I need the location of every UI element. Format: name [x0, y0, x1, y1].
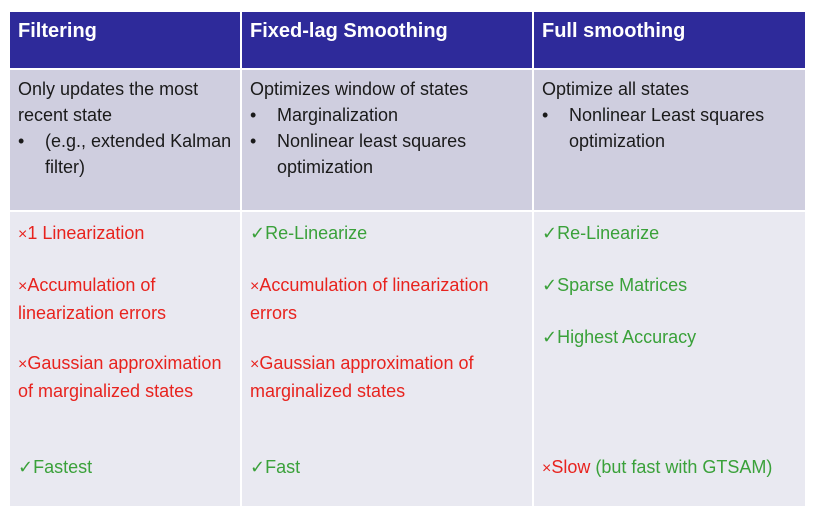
bullet-item — [250, 102, 524, 128]
desc-text: Only updates the most recent state — [18, 79, 199, 125]
item-text: Accumulation of linearization errors — [250, 275, 489, 323]
tradeoffs-row — [10, 212, 805, 506]
desc-fixed-lag — [242, 70, 534, 212]
item-text: Fast — [265, 457, 301, 477]
header-filtering: Filtering — [10, 12, 242, 70]
item-text: Highest Accuracy — [557, 327, 697, 347]
cross-icon: × — [250, 356, 260, 373]
desc-text: Optimize all states — [542, 79, 690, 99]
desc-text: Optimizes window of states — [250, 79, 469, 99]
desc-bullets — [542, 102, 797, 154]
item-text: Slow — [551, 457, 591, 477]
bullet-text: Nonlinear least squares optimization — [277, 131, 467, 177]
pro-item — [18, 454, 234, 480]
description-row — [10, 70, 805, 212]
con-item — [250, 350, 526, 404]
bullet-text: Nonlinear Least squares optimization — [569, 105, 765, 151]
pro-item — [542, 272, 799, 298]
pro-item — [542, 324, 799, 350]
mixed-item — [542, 454, 799, 482]
desc-full-smoothing — [534, 70, 805, 212]
comparison-table — [10, 12, 805, 508]
tradeoffs-filtering — [10, 212, 242, 506]
check-icon: ✓ — [542, 223, 558, 243]
con-item — [18, 220, 234, 248]
cross-icon: × — [18, 226, 28, 243]
bullet-icon: • — [542, 105, 549, 125]
pro-item — [250, 454, 526, 480]
desc-bullets — [18, 128, 232, 180]
pro-item — [542, 220, 799, 246]
tradeoffs-fixed-lag — [242, 212, 534, 506]
cross-icon: × — [18, 278, 28, 295]
item-text: Gaussian approximation of marginalized states — [250, 353, 474, 401]
item-text: Sparse Matrices — [557, 275, 688, 295]
item-note: (but fast with GTSAM) — [595, 457, 773, 477]
header-row — [10, 12, 805, 70]
cross-icon: × — [250, 278, 260, 295]
bullet-text: Marginalization — [277, 105, 399, 125]
con-item — [18, 350, 234, 404]
con-item — [250, 272, 526, 326]
tradeoffs-full-smoothing — [534, 212, 805, 506]
check-icon: ✓ — [250, 223, 266, 243]
bullet-item — [542, 102, 797, 154]
item-text: Fastest — [33, 457, 93, 477]
item-text: 1 Linearization — [27, 223, 145, 243]
cross-icon: × — [542, 460, 552, 477]
bullet-text: (e.g., extended Kalman filter) — [45, 131, 232, 177]
bullet-item — [18, 128, 232, 180]
header-full-smoothing: Full smoothing — [534, 12, 805, 70]
item-text: Accumulation of linearization errors — [18, 275, 167, 323]
check-icon: ✓ — [18, 457, 34, 477]
check-icon: ✓ — [542, 275, 558, 295]
bullet-icon: • — [250, 131, 257, 151]
check-icon: ✓ — [542, 327, 558, 347]
check-icon: ✓ — [250, 457, 266, 477]
bullet-icon: • — [250, 105, 257, 125]
cross-icon: × — [18, 356, 28, 373]
item-text: Gaussian approximation of marginalized states — [18, 353, 222, 401]
bullet-icon: • — [18, 131, 25, 151]
desc-bullets — [250, 102, 524, 180]
con-item — [18, 272, 234, 326]
pro-item — [250, 220, 526, 246]
item-text: Re-Linearize — [265, 223, 368, 243]
bullet-item — [250, 128, 524, 180]
desc-filtering — [10, 70, 242, 212]
header-fixed-lag-smoothing: Fixed-lag Smoothing — [242, 12, 534, 70]
item-text: Re-Linearize — [557, 223, 660, 243]
